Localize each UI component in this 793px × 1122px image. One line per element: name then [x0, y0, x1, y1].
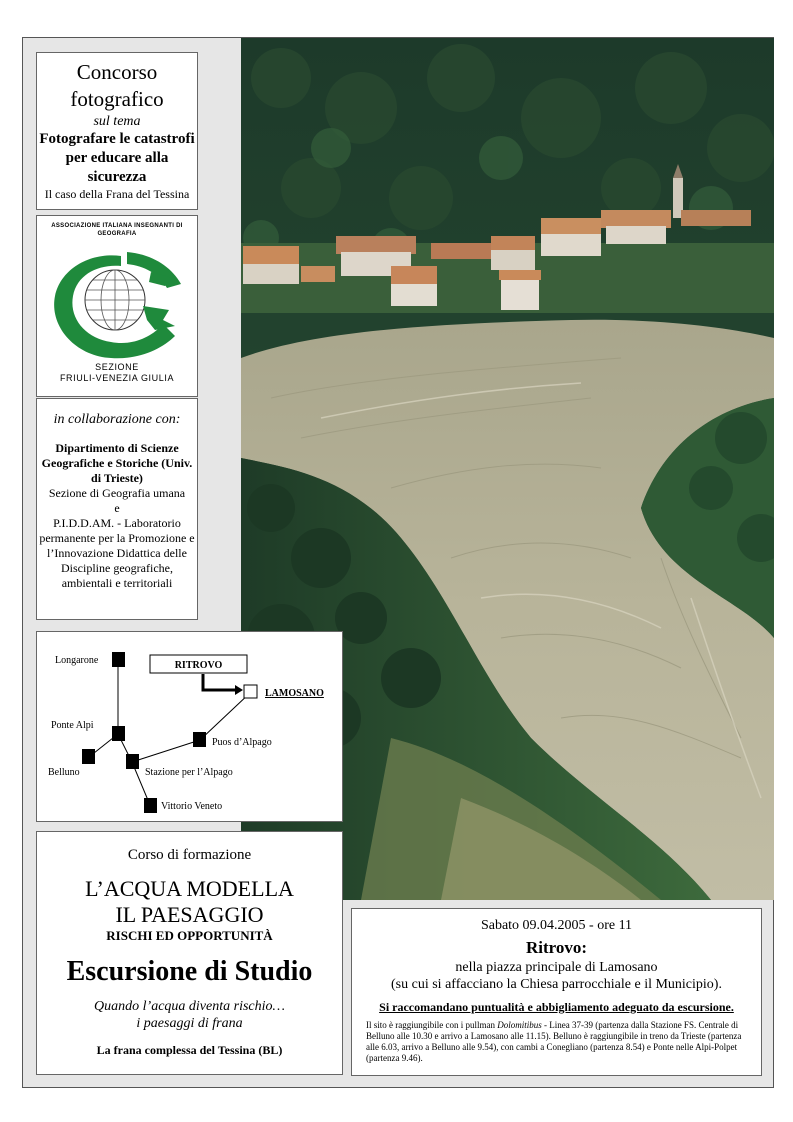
logo-section-text: [37, 362, 197, 384]
puos-marker: [193, 732, 206, 747]
ritrovo-label: RITROVO: [174, 660, 223, 671]
course-box: [36, 831, 343, 1075]
logo-region: FRIULI-VENEZIA GIULIA: [59, 373, 175, 383]
aiig-globe-logo: [51, 250, 185, 362]
section-name: Sezione di Geografia umana: [48, 486, 186, 500]
tagline-line2: i paesaggi di frana: [136, 1016, 243, 1031]
meeting-date: Sabato 09.04.2005 - ore 11: [480, 918, 633, 933]
arrow-head-icon: [235, 685, 243, 695]
meeting-line1: nella piazza principale di Lamosano: [455, 960, 658, 975]
tagline-line1: Quando l’acqua diventa rischio…: [94, 999, 285, 1014]
place-longarone: Longarone: [55, 655, 99, 666]
route-map: [37, 632, 342, 821]
laboratory-name: P.I.D.D.AM. - Laboratorio permanente per la Promozione e l’Innovazione Didattica delle Discipline geografiche, ambientali e territoriali: [39, 516, 195, 590]
contest-theme: Fotografare le catastrofi per educare alla sicurezza: [39, 131, 195, 185]
contest-case: Il caso della Frana del Tessina: [44, 187, 190, 201]
collaboration-intro: in collaborazione con:: [53, 412, 181, 427]
transport-details-post: - Linea 37-39 (partenza dalla Stazione FS. Centrale di Belluno alle 10.30 e arrivo a Lamosano alle 11.15). Belluno è raggiungibile in treno da Trieste (partenza alle 6.03, arrivo a Belluno alle 9.54), con cambi a Conegliano (partenza 8.54) e Ponte nelle Alpi-Polpet (partenza 9.46).: [366, 1020, 742, 1063]
place-vittorio-veneto: Vittorio Veneto: [161, 801, 223, 812]
lamosano-marker: [244, 685, 257, 698]
lamosano-label: LAMOSANO: [265, 688, 324, 699]
meeting-heading: Ritrovo:: [525, 938, 588, 957]
course-subtitle: RISCHI ED OPPORTUNITÀ: [106, 928, 273, 943]
ritrovo-arrow: [203, 674, 237, 690]
transport-details: [352, 1015, 761, 1064]
stazione-marker: [126, 754, 139, 769]
contest-title: Concorso fotografico: [70, 60, 164, 111]
logo-sezione: SEZIONE: [95, 362, 139, 372]
meeting-line2: (su cui si affacciano la Chiesa parrocchiale e il Municipio).: [391, 977, 722, 992]
photo-contest-box: [36, 52, 198, 210]
belluno-marker: [82, 749, 95, 764]
transport-details-pre: Il sito è raggiungibile con i pullman: [366, 1020, 498, 1030]
course-label: Corso di formazione: [127, 847, 252, 863]
contest-sul-tema: sul tema: [93, 114, 141, 129]
vittorio-veneto-marker: [144, 798, 157, 813]
course-title-line2: IL PAESAGGIO: [115, 902, 264, 927]
excursion-title: Escursione di Studio: [66, 956, 313, 987]
place-puos-alpago: Puos d’Alpago: [212, 737, 272, 748]
excursion-place: La frana complessa del Tessina (BL): [96, 1043, 283, 1057]
place-stazione-alpago: Stazione per l’Alpago: [145, 767, 233, 778]
meeting-advice: Si raccomandano puntualità e abbigliamento adeguato da escursione.: [379, 1000, 734, 1014]
conjunction-e: e: [114, 501, 120, 515]
place-belluno: Belluno: [48, 767, 80, 778]
collaboration-box: [36, 398, 198, 620]
route-map-box: [36, 631, 343, 822]
course-title-line1: L’ACQUA MODELLA: [85, 876, 294, 901]
department-name: Dipartimento di Scienze Geografiche e Storiche (Univ. di Trieste): [41, 441, 193, 485]
longarone-marker: [112, 652, 125, 667]
bus-company: Dolomitibus: [497, 1020, 542, 1030]
ponte-alpi-marker: [112, 726, 125, 741]
place-ponte-alpi: Ponte Alpi: [51, 720, 94, 731]
association-name: ASSOCIAZIONE ITALIANA INSEGNANTI DI GEOGRAFIA: [51, 223, 183, 237]
aiig-logo-box: [36, 215, 198, 397]
meeting-box: [351, 908, 762, 1076]
